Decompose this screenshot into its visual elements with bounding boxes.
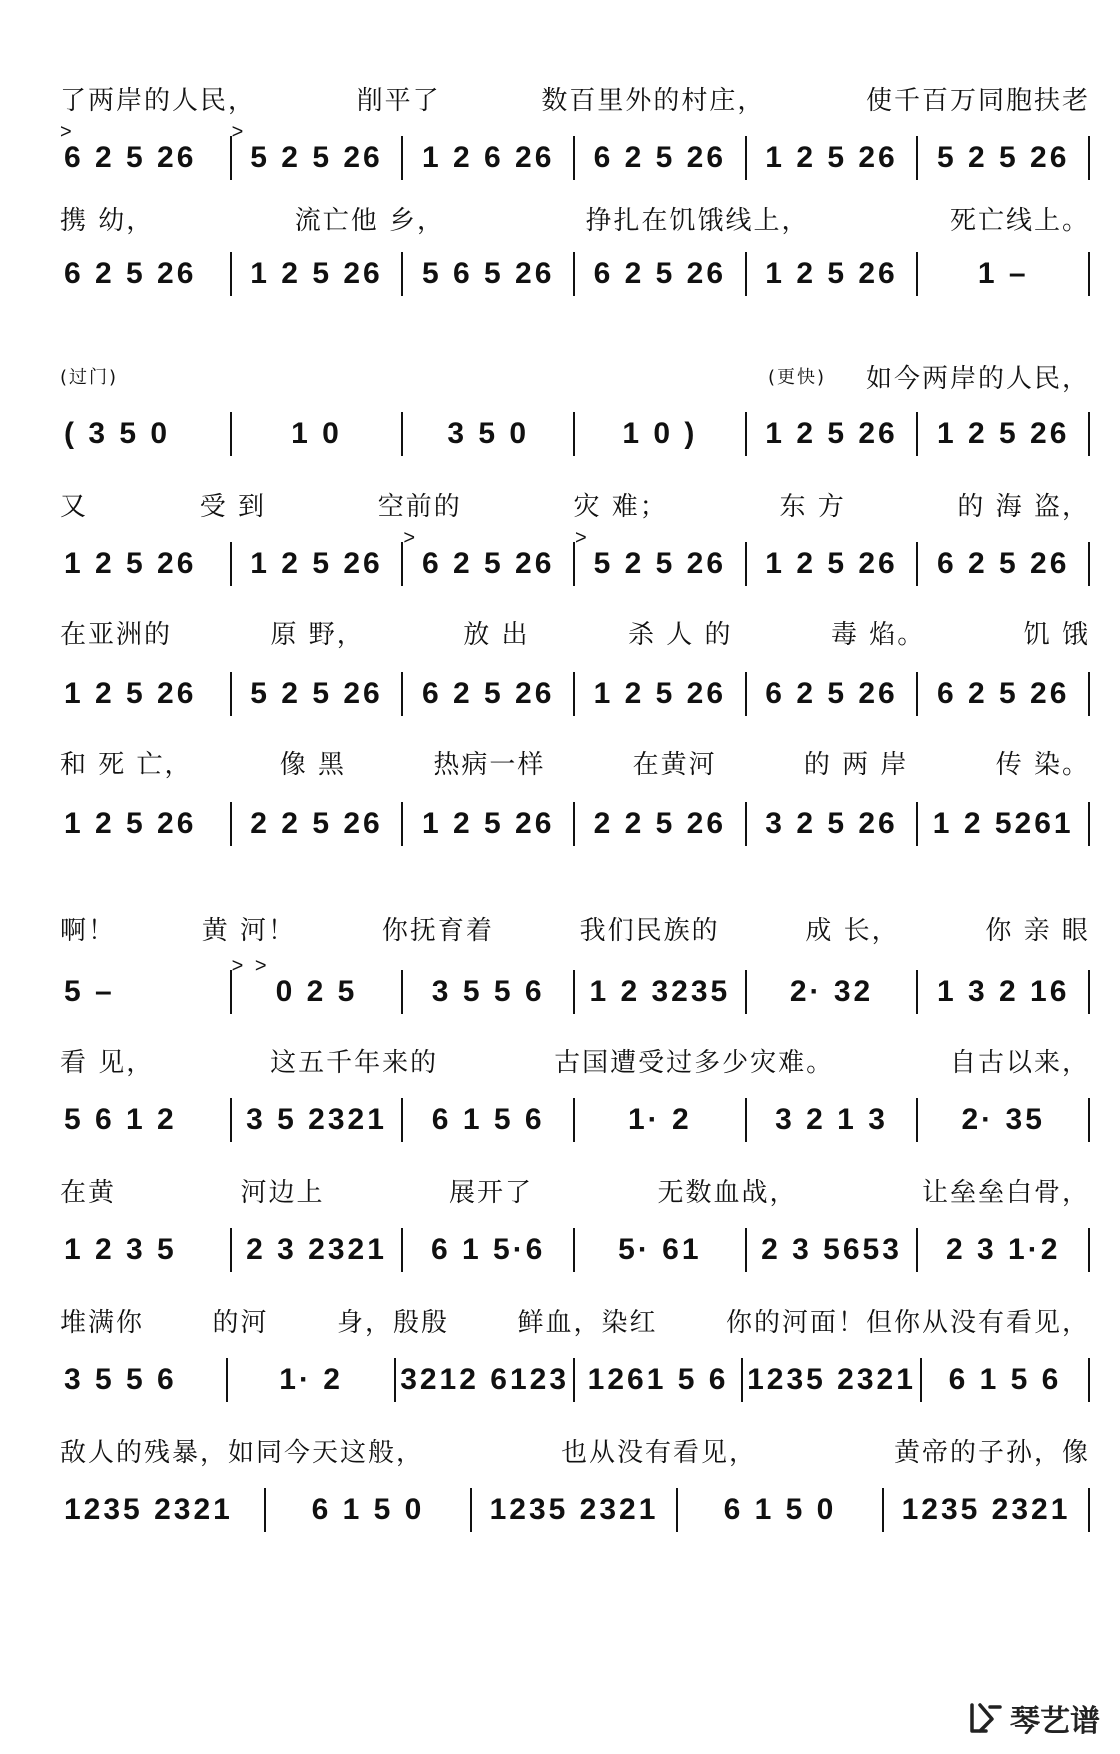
notation-line-7 bbox=[60, 955, 1090, 1022]
measure: 5 2 5 26 bbox=[918, 136, 1090, 180]
measure: 1 2 5 26 bbox=[747, 136, 919, 180]
lyric-segment: 的 两 岸 bbox=[803, 749, 909, 780]
lyric-segment: 携 幼， bbox=[60, 205, 155, 236]
measure: > 5 2 5 26 bbox=[232, 136, 404, 180]
lyric-segment: 灾 难； bbox=[573, 491, 668, 522]
notation-line-4 bbox=[60, 527, 1090, 594]
lyric-segment: 东 方 bbox=[779, 491, 846, 522]
measure: 1 2 3 5 bbox=[60, 1228, 232, 1272]
measure: 1 0 bbox=[232, 412, 404, 456]
notation-line-9 bbox=[60, 1220, 1090, 1280]
measure: 5 – bbox=[60, 970, 232, 1014]
notation-line-2 bbox=[60, 244, 1090, 304]
measure: 1 2 6 26 bbox=[403, 136, 575, 180]
measure: 3212 6123 bbox=[396, 1358, 575, 1402]
lyric-segment: 你的河面！但你从没有看见， bbox=[725, 1307, 1090, 1338]
notation-line-11 bbox=[60, 1480, 1090, 1540]
measure: 6 2 5 26 bbox=[747, 672, 919, 716]
measure: 1 2 5 26 bbox=[747, 252, 919, 296]
measure: 5· 61 bbox=[575, 1228, 747, 1272]
lyric-segment: 流亡他 乡， bbox=[294, 205, 445, 236]
lyric-segment: 又 bbox=[60, 491, 89, 522]
measure: 1 2 5 26 bbox=[232, 252, 404, 296]
lyric-line-7 bbox=[60, 906, 1090, 950]
notation-line-5 bbox=[60, 664, 1090, 724]
intro-annotation: (过门) bbox=[60, 367, 119, 388]
measure: 6 2 5 26 bbox=[575, 136, 747, 180]
measure: 2 3 1·2 bbox=[918, 1228, 1090, 1272]
lyric-segment: 黄帝的子孙，像 bbox=[893, 1437, 1090, 1468]
lyric-segment: 在黄河 bbox=[632, 749, 717, 780]
lyric-segment: 数百里外的村庄， bbox=[541, 85, 766, 116]
measure: 1 2 5 26 bbox=[403, 802, 575, 846]
measure: 1· 2 bbox=[228, 1358, 396, 1402]
lyric-segment: 自古以来， bbox=[949, 1047, 1090, 1078]
lyric-segment: 黄 河！ bbox=[201, 915, 297, 946]
lyric-segment: 成 长， bbox=[805, 915, 900, 946]
measure: 1 2 5 26 bbox=[747, 412, 919, 456]
measure: > 5 2 5 26 bbox=[575, 542, 747, 586]
lyric-line-3 bbox=[60, 354, 1090, 398]
accent-mark: > bbox=[575, 527, 590, 549]
measure: 3 2 5 26 bbox=[747, 802, 919, 846]
measure: 1 2 3235 bbox=[575, 970, 747, 1014]
measure: 6 2 5 26 bbox=[918, 542, 1090, 586]
accent-mark: > bbox=[231, 121, 247, 143]
lyric-line-8 bbox=[60, 1038, 1090, 1082]
notation-line-1 bbox=[60, 121, 1090, 188]
accent-mark: > > bbox=[231, 955, 270, 977]
lyric-line-1 bbox=[60, 76, 1090, 120]
measure: 1 2 5 26 bbox=[575, 672, 747, 716]
measure: 1235 2321 bbox=[743, 1358, 922, 1402]
measure: 1 2 5261 bbox=[918, 802, 1090, 846]
lyric-line-5 bbox=[60, 610, 1090, 654]
measure: 1 2 5 26 bbox=[747, 542, 919, 586]
lyric-segment: 你抚育着 bbox=[381, 915, 494, 946]
lyric-segment: 削平了 bbox=[356, 85, 441, 116]
accent-mark: > bbox=[403, 527, 419, 549]
measure: 6 2 5 26 bbox=[918, 672, 1090, 716]
lyric-segment: 如今两岸的人民， bbox=[865, 363, 1090, 394]
lyric-segment: 了两岸的人民， bbox=[60, 85, 257, 116]
tempo-annotation: (更快) bbox=[767, 367, 826, 388]
measure: 1· 2 bbox=[575, 1098, 747, 1142]
measure: 6 2 5 26 bbox=[575, 252, 747, 296]
accent-mark: > bbox=[60, 121, 75, 143]
measure: 6 1 5 0 bbox=[678, 1488, 884, 1532]
lyric-segment: 使千百万同胞扶老 bbox=[865, 85, 1090, 116]
lyric-segment: 看 见， bbox=[60, 1047, 155, 1078]
measure: 5 2 5 26 bbox=[232, 672, 404, 716]
measure: 6 1 5 0 bbox=[266, 1488, 472, 1532]
notation-line-10 bbox=[60, 1350, 1090, 1410]
measure: 1 2 5 26 bbox=[60, 542, 232, 586]
brand-logo-icon bbox=[966, 1699, 1004, 1737]
measure: 1235 2321 bbox=[884, 1488, 1090, 1532]
measure: 6 2 5 26 bbox=[60, 252, 232, 296]
lyric-line-2 bbox=[60, 196, 1090, 240]
lyric-segment: 和 死 亡， bbox=[60, 749, 193, 780]
measure: 6 1 5 6 bbox=[922, 1358, 1090, 1402]
lyric-segment: 让垒垒白骨， bbox=[921, 1177, 1090, 1208]
lyric-segment: 在黄 bbox=[60, 1177, 117, 1208]
measure: 1 2 5 26 bbox=[232, 542, 404, 586]
measure: 1 2 5 26 bbox=[60, 802, 232, 846]
measure: 3 2 1 3 bbox=[747, 1098, 919, 1142]
lyric-segment: 在亚洲的 bbox=[60, 619, 173, 650]
lyric-segment: 像 黑 bbox=[279, 749, 347, 780]
lyric-segment: 也从没有看见， bbox=[560, 1437, 757, 1468]
measure: > 6 2 5 26 bbox=[60, 136, 232, 180]
measure: 1235 2321 bbox=[60, 1488, 266, 1532]
lyric-segment: 敌人的残暴，如同今天这般， bbox=[60, 1437, 425, 1468]
lyric-segment: 死亡线上。 bbox=[949, 205, 1090, 236]
lyric-segment: 你 亲 眼 bbox=[985, 915, 1090, 946]
measure: 3 5 5 6 bbox=[403, 970, 575, 1014]
lyric-segment: 这五千年来的 bbox=[270, 1047, 439, 1078]
notation-line-8 bbox=[60, 1090, 1090, 1150]
measure: 6 1 5 6 bbox=[403, 1098, 575, 1142]
lyric-segment: 无数血战， bbox=[657, 1177, 798, 1208]
measure: 2 2 5 26 bbox=[232, 802, 404, 846]
measure: 6 2 5 26 bbox=[403, 672, 575, 716]
lyric-segment: 杀 人 的 bbox=[627, 619, 733, 650]
lyric-line-11 bbox=[60, 1428, 1090, 1472]
lyric-segment: 的 海 盗， bbox=[957, 491, 1090, 522]
measure: 1 2 5 26 bbox=[60, 672, 232, 716]
brand-logo bbox=[966, 1696, 1100, 1740]
measure: 2· 32 bbox=[747, 970, 919, 1014]
measure: 1261 5 6 bbox=[575, 1358, 743, 1402]
measure: 1 3 2 16 bbox=[918, 970, 1090, 1014]
measure: 2 2 5 26 bbox=[575, 802, 747, 846]
lyric-segment: 空前的 bbox=[377, 491, 462, 522]
lyric-segment: 放 出 bbox=[463, 619, 530, 650]
lyric-segment: 古国遭受过多少灾难。 bbox=[554, 1047, 835, 1078]
lyric-line-10 bbox=[60, 1298, 1090, 1342]
measure: 1 0 ) bbox=[575, 412, 747, 456]
lyric-segment: 受 到 bbox=[199, 491, 266, 522]
measure: 2· 35 bbox=[918, 1098, 1090, 1142]
notation-line-6 bbox=[60, 794, 1090, 854]
lyric-segment: 河边上 bbox=[240, 1177, 325, 1208]
lyric-segment: 原 野， bbox=[270, 619, 365, 650]
lyric-segment: 啊！ bbox=[60, 915, 117, 946]
measure: 1 – bbox=[918, 252, 1090, 296]
lyric-segment: 堆满你 bbox=[60, 1307, 145, 1338]
lyric-segment: 毒 焰。 bbox=[830, 619, 926, 650]
measure: 3 5 5 6 bbox=[60, 1358, 228, 1402]
measure: 5 6 5 26 bbox=[403, 252, 575, 296]
measure: 3 5 0 bbox=[403, 412, 575, 456]
measure: 1 2 5 26 bbox=[918, 412, 1090, 456]
lyric-segment: 鲜血，染红 bbox=[517, 1307, 658, 1338]
lyric-segment: 热病一样 bbox=[433, 749, 546, 780]
lyric-segment: 的河 bbox=[212, 1307, 269, 1338]
lyric-segment: 身，殷殷 bbox=[336, 1307, 449, 1338]
lyric-line-6 bbox=[60, 740, 1090, 784]
lyric-segment: 展开了 bbox=[448, 1177, 533, 1208]
lyric-line-9 bbox=[60, 1168, 1090, 1212]
measure: ( 3 5 0 bbox=[60, 412, 232, 456]
lyric-segment: 饥 饿 bbox=[1023, 619, 1090, 650]
measure: 1235 2321 bbox=[472, 1488, 678, 1532]
measure: 2 3 5653 bbox=[747, 1228, 919, 1272]
notation-line-3 bbox=[60, 404, 1090, 464]
measure: > 6 2 5 26 bbox=[403, 542, 575, 586]
measure: 3 5 2321 bbox=[232, 1098, 404, 1142]
measure: 5 6 1 2 bbox=[60, 1098, 232, 1142]
measure: 2 3 2321 bbox=[232, 1228, 404, 1272]
brand-logo-text: 琴艺谱 bbox=[1010, 1704, 1100, 1739]
lyric-segment: 挣扎在饥饿线上， bbox=[585, 205, 810, 236]
measure: 6 1 5·6 bbox=[403, 1228, 575, 1272]
lyric-segment: 我们民族的 bbox=[579, 915, 720, 946]
measure: > > 0 2 5 bbox=[232, 970, 404, 1014]
lyric-segment: 传 染。 bbox=[995, 749, 1090, 780]
